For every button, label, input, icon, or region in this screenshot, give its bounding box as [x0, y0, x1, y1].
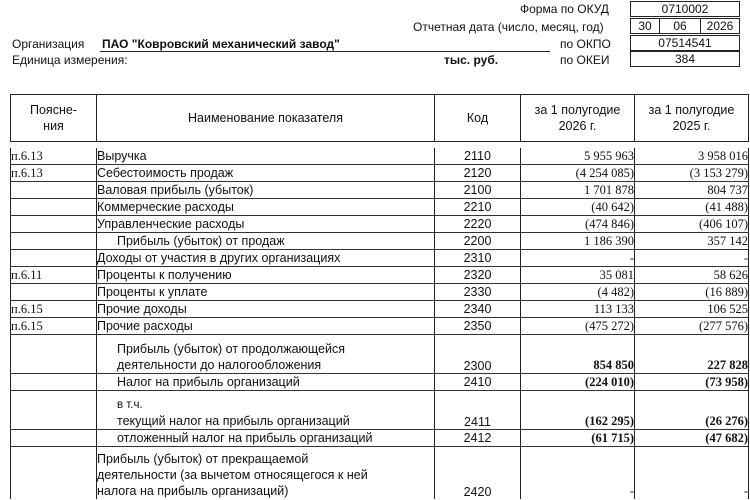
row-name-line: в т.ч.	[117, 399, 143, 411]
row-note: п.6.15	[11, 318, 97, 335]
unit-label: Единица измерения:	[12, 53, 128, 67]
row-note	[11, 335, 97, 374]
header-current-text: за 1 полугодие 2026 г.	[534, 103, 621, 133]
header-note-text: Поясне- ния	[30, 103, 77, 133]
row-name: Налог на прибыль организаций	[97, 374, 435, 391]
table-row	[11, 148, 749, 165]
table-row	[11, 233, 749, 250]
row-name-line: Прибыль (убыток) от продолжающейся	[117, 342, 346, 356]
table-row	[11, 391, 749, 430]
row-note	[11, 233, 97, 250]
org-underline	[100, 51, 550, 52]
row-name-line: Прибыль (убыток) от прекращаемой	[97, 452, 309, 466]
table-row	[11, 182, 749, 199]
row-code: 2310	[435, 250, 521, 267]
okpo-value: 07514541	[658, 36, 712, 50]
row-code: 2412	[435, 430, 521, 447]
row-previous: 357 142	[635, 233, 749, 250]
row-note	[11, 199, 97, 216]
okei-box	[630, 51, 740, 67]
report-date-label: Отчетная дата (число, месяц, год)	[413, 20, 604, 34]
okpo-label: по ОКПО	[560, 37, 611, 51]
row-current: -	[521, 250, 635, 267]
row-previous: (73 958)	[635, 374, 749, 391]
table-row	[11, 250, 749, 267]
row-note	[11, 250, 97, 267]
row-note: п.6.13	[11, 165, 97, 182]
row-note: п.6.11	[11, 267, 97, 284]
row-code: 2300	[435, 335, 521, 374]
row-name-line: деятельности (за вычетом относящегося к ней	[97, 468, 368, 482]
row-code: 2210	[435, 199, 521, 216]
row-name: Прочие доходы	[97, 301, 435, 318]
row-current: 1 186 390	[521, 233, 635, 250]
row-code: 2330	[435, 284, 521, 301]
date-day: 30	[638, 19, 652, 33]
date-month-box	[659, 18, 701, 34]
okpo-box	[630, 35, 740, 51]
okei-value: 384	[674, 52, 696, 66]
row-name: Себестоимость продаж	[97, 165, 435, 182]
row-previous: -	[635, 250, 749, 267]
table-row	[11, 447, 749, 500]
table-row	[11, 318, 749, 335]
date-day-box	[630, 18, 660, 34]
row-code: 2420	[435, 447, 521, 500]
okud-value: 0710002	[661, 2, 709, 16]
row-current: (474 846)	[521, 216, 635, 233]
row-previous: (277 576)	[635, 318, 749, 335]
row-name	[97, 447, 435, 500]
row-current: -	[521, 447, 635, 500]
row-name: отложенный налог на прибыль организаций	[97, 430, 435, 447]
row-note	[11, 430, 97, 447]
row-name-line: деятельности до налогообложения	[117, 358, 322, 372]
date-month: 06	[673, 19, 687, 33]
row-name-line: текущий налог на прибыль организаций	[117, 414, 350, 428]
header-previous-text: за 1 полугодие 2025 г.	[648, 103, 735, 133]
row-previous: (26 276)	[635, 391, 749, 430]
row-previous: (3 153 279)	[635, 165, 749, 182]
okud-box	[630, 1, 740, 17]
org-name: ПАО "Ковровский механический завод"	[102, 37, 340, 51]
row-note	[11, 374, 97, 391]
table-row	[11, 216, 749, 233]
row-previous: (41 488)	[635, 199, 749, 216]
financial-results-table	[10, 94, 749, 499]
row-previous: -	[635, 447, 749, 500]
row-previous: 58 626	[635, 267, 749, 284]
okud-label: Форма по ОКУД	[520, 2, 609, 16]
row-previous: (16 889)	[635, 284, 749, 301]
date-year-box	[700, 18, 740, 34]
row-note: п.6.15	[11, 301, 97, 318]
header-code-text: Код	[466, 111, 489, 125]
row-current: 5 955 963	[521, 148, 635, 165]
header-current	[521, 95, 635, 142]
row-note	[11, 391, 97, 430]
header-code	[435, 95, 521, 142]
row-current: (475 272)	[521, 318, 635, 335]
row-name: Прибыль (убыток) от продаж	[97, 233, 435, 250]
row-current: 1 701 878	[521, 182, 635, 199]
row-previous: 804 737	[635, 182, 749, 199]
row-current: 113 133	[521, 301, 635, 318]
header-previous	[635, 95, 749, 142]
row-name	[97, 335, 435, 374]
table-row	[11, 301, 749, 318]
row-current: 35 081	[521, 267, 635, 284]
row-code: 2350	[435, 318, 521, 335]
header-name-text: Наименование показателя	[188, 111, 343, 125]
row-name	[97, 391, 435, 430]
table-header-row	[11, 95, 749, 142]
row-previous: 3 958 016	[635, 148, 749, 165]
row-name: Управленческие расходы	[97, 216, 435, 233]
row-note	[11, 284, 97, 301]
row-code: 2320	[435, 267, 521, 284]
row-name: Проценты к получению	[97, 267, 435, 284]
row-current: (224 010)	[521, 374, 635, 391]
row-code: 2340	[435, 301, 521, 318]
table-row	[11, 199, 749, 216]
row-code: 2110	[435, 148, 521, 165]
table-row	[11, 430, 749, 447]
table-row	[11, 284, 749, 301]
row-code: 2411	[435, 391, 521, 430]
row-current: (61 715)	[521, 430, 635, 447]
header-note	[11, 95, 97, 142]
row-previous: 227 828	[635, 335, 749, 374]
table-row	[11, 335, 749, 374]
row-name-line: налога на прибыль организаций)	[97, 484, 289, 498]
row-code: 2410	[435, 374, 521, 391]
row-note	[11, 182, 97, 199]
unit-value: тыс. руб.	[444, 53, 499, 67]
table-row	[11, 374, 749, 391]
row-name: Выручка	[97, 148, 435, 165]
row-code: 2220	[435, 216, 521, 233]
header-name	[97, 95, 435, 142]
row-name: Коммерческие расходы	[97, 199, 435, 216]
row-previous: (47 682)	[635, 430, 749, 447]
table-row	[11, 267, 749, 284]
row-name: Валовая прибыль (убыток)	[97, 182, 435, 199]
row-note	[11, 216, 97, 233]
row-current: (40 642)	[521, 199, 635, 216]
row-name: Прочие расходы	[97, 318, 435, 335]
row-note	[11, 447, 97, 500]
date-year: 2026	[706, 19, 734, 33]
org-label: Организация	[12, 37, 85, 51]
row-code: 2120	[435, 165, 521, 182]
row-code: 2100	[435, 182, 521, 199]
table-row	[11, 165, 749, 182]
row-previous: (406 107)	[635, 216, 749, 233]
row-previous: 106 525	[635, 301, 749, 318]
row-current: (4 254 085)	[521, 165, 635, 182]
row-name: Доходы от участия в других организациях	[97, 250, 435, 267]
row-current: (162 295)	[521, 391, 635, 430]
row-current: 854 850	[521, 335, 635, 374]
row-current: (4 482)	[521, 284, 635, 301]
row-note: п.6.13	[11, 148, 97, 165]
row-code: 2200	[435, 233, 521, 250]
row-name: Проценты к уплате	[97, 284, 435, 301]
okei-label: по ОКЕИ	[560, 53, 610, 67]
